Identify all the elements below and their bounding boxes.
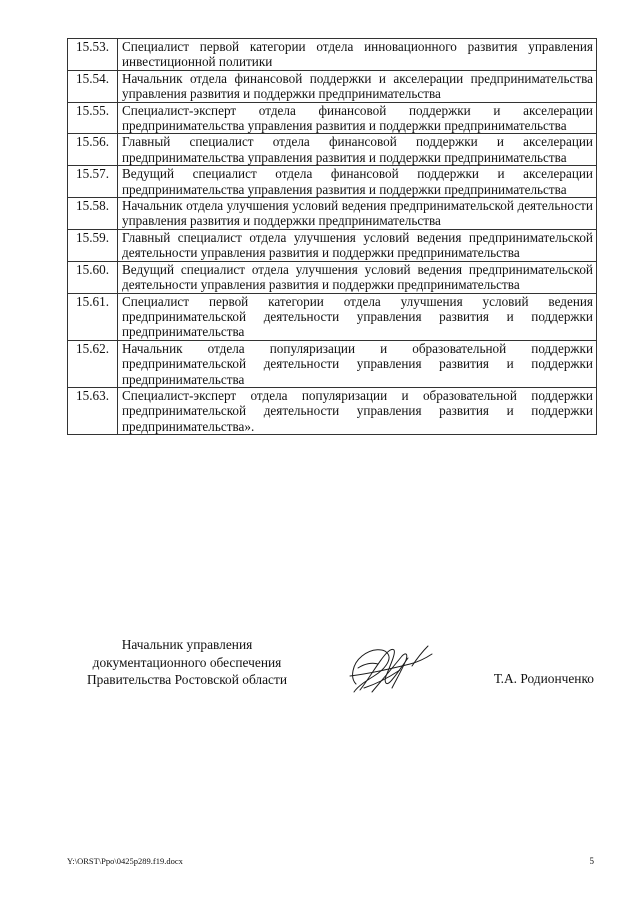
table-row	[68, 102, 597, 134]
position-title: Специалист-эксперт отдела финансовой поддержки и акселерации предпринимательства управления развития и поддержки предпринимательства	[118, 102, 597, 134]
signer-name: Т.А. Родионченко	[493, 671, 594, 686]
table-row	[68, 70, 597, 102]
position-title: Главный специалист отдела улучшения условий ведения предпринимательской деятельности управления развития и поддержки предпринимательства	[118, 229, 597, 261]
position-number: 15.63.	[68, 387, 118, 434]
table-row	[68, 134, 597, 166]
signer-position-line: Начальник управления	[121, 637, 253, 652]
position-number: 15.54.	[68, 70, 118, 102]
table-row	[68, 387, 597, 434]
position-title: Ведущий специалист отдела улучшения условий ведения предпринимательской деятельности управления развития и поддержки предпринимательства	[118, 261, 597, 293]
table-row	[68, 261, 597, 293]
positions-table-body	[68, 39, 597, 435]
position-number: 15.62.	[68, 340, 118, 387]
table-row	[68, 340, 597, 387]
position-number: 15.56.	[68, 134, 118, 166]
position-title: Специалист первой категории отдела улучшения условий ведения предпринимательской деятельности управления развития и поддержки предпринимательства	[118, 293, 597, 340]
position-title: Ведущий специалист отдела финансовой поддержки и акселерации предпринимательства управления развития и поддержки предпринимательства	[118, 166, 597, 198]
position-number: 15.53.	[68, 39, 118, 71]
table-row	[68, 166, 597, 198]
position-number: 15.58.	[68, 198, 118, 230]
position-number: 15.61.	[68, 293, 118, 340]
signer-position-line: документационного обеспечения	[92, 654, 282, 670]
position-number: 15.55.	[68, 102, 118, 134]
position-title: Главный специалист отдела финансовой поддержки и акселерации предпринимательства управления развития и поддержки предпринимательства	[118, 134, 597, 166]
position-title: Специалист-эксперт отдела популяризации и образовательной поддержки предпринимательской деятельности управления развития и поддержки предпринимательства».	[118, 387, 597, 434]
signer-position	[67, 636, 307, 689]
position-number: 15.57.	[68, 166, 118, 198]
handwritten-signature	[342, 640, 434, 700]
table-row	[68, 39, 597, 71]
table-row	[68, 198, 597, 230]
position-number: 15.59.	[68, 229, 118, 261]
position-title: Начальник отдела финансовой поддержки и акселерации предпринимательства управления развития и поддержки предпринимательства	[118, 70, 597, 102]
positions-table	[67, 38, 597, 435]
position-number: 15.60.	[68, 261, 118, 293]
signer-position-line: Правительства Ростовской области	[86, 672, 288, 687]
position-title: Начальник отдела улучшения условий ведения предпринимательской деятельности управления развития и поддержки предпринимательства	[118, 198, 597, 230]
position-title: Начальник отдела популяризации и образовательной поддержки предпринимательской деятельности управления развития и поддержки предпринимательства	[118, 340, 597, 387]
table-row	[68, 229, 597, 261]
page-number: 5	[589, 856, 594, 866]
footer-file-path: Y:\ORST\Ppo\0425p289.f19.docx	[67, 856, 183, 866]
position-title: Специалист первой категории отдела инновационного развития управления инвестиционной политики	[118, 39, 597, 71]
table-row	[68, 293, 597, 340]
